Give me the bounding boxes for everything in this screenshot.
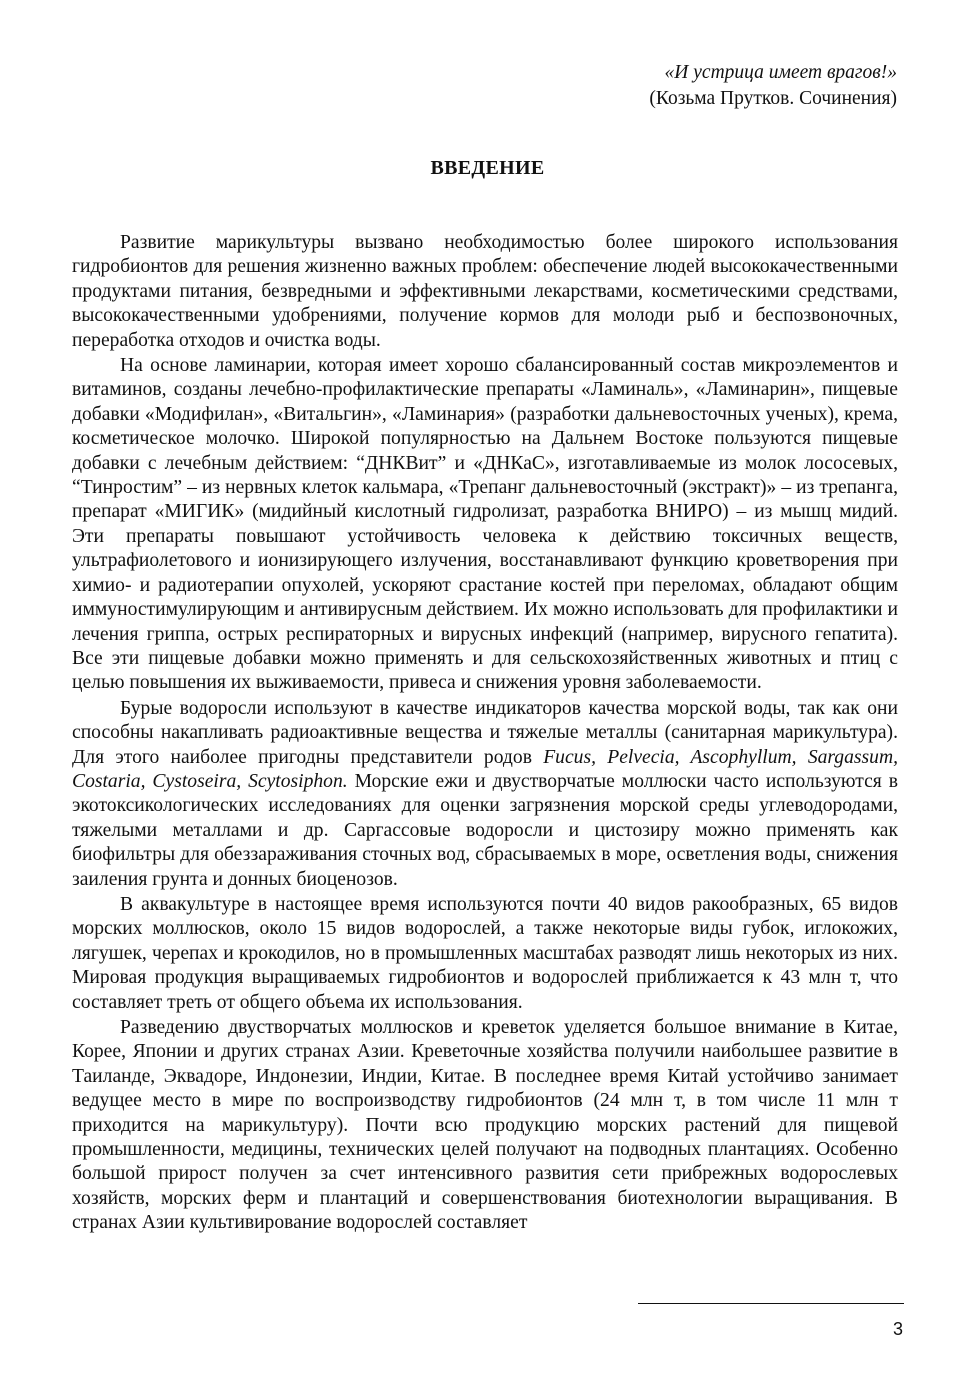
paragraph-3	[72, 697, 898, 892]
paragraph-3-latin-genera: Fucus, Pelvecia, Ascophyllum, Sargassum, Costaria, Cystoseira, Scytosiphon.	[72, 746, 898, 792]
paragraph-2: На основе ламинарии, которая имеет хорошо сбалансированный состав микроэлементов и витаминов, созданы лечебно-профилактические препараты «Ламиналь», «Ламинарин», пищевые добавки «Модифилан», «Витальгин», «Ламинария» (разработки дальневосточных ученых), крема, косметическое молочко. Широкой популярностью на Дальнем Востоке пользуются пищевые добавки с лечебным действием: “ДНКВит” и «ДНКаС», изготавливаемые из молок лососевых, “Тинростим” – из нервных клеток кальмара, «Трепанг дальневосточный (экстракт)» – из трепанга, препарат «МИГИК» (мидийный кислотный гидролизат, разработка ВНИРО) – из мышц мидий. Эти препараты повышают устойчивость человека к действию токсичных веществ, ультрафиолетового и ионизирующего излучения, восстанавливают функцию кроветворения при химио- и радиотерапии опухолей, ускоряют срастание костей при переломах, обладают общим иммуностимулирующим и антивирусным действием. Их можно использовать для профилактики и лечения гриппа, острых респираторных и вирусных инфекций (например, вирусного гепатита). Все эти пищевые добавки можно применять и для сельскохозяйственных животных и птиц с целью повышения их выживаемости, привеса и снижения уровня заболеваемости.	[72, 355, 898, 694]
paragraph-4: В аквакультуре в настоящее время используются почти 40 видов ракообразных, 65 видов морских моллюсков, около 15 видов водорослей, а также некоторые виды губок, иглокожих, лягушек, черепах и крокодилов, но в промышленных масштабах разводят лишь некоторых из них. Мировая продукция выращиваемых гидробионтов и водорослей приближается к 43 млн т, что составляет треть от общего объема их использования.	[72, 893, 898, 1013]
paragraph-3-text-start: Бурые водоросли используют в качестве индикаторов качества морской воды, так как они способны накапливать радиоактивные вещества и тяжелые металлы (санитарная марикультура). Для этого наиболее пригодны представители родов	[72, 697, 898, 768]
chapter-heading: ВВЕДЕНИЕ	[430, 157, 545, 179]
paragraph-3-text-end: Морские ежи и двустворчатые моллюски часто используются в экотоксикологических исследованиях для оценки загрязнения морской среды углеводородами, тяжелыми металлами и др. Саргассовые водоросли и цистозиру можно применять как биофильтры для обеззараживания сточных вод, сбрасываемых в море, осветления воды, снижения заиления грунта и донных биоценозов.	[72, 770, 898, 890]
footer-rule	[638, 1303, 904, 1304]
epigraph	[649, 60, 897, 112]
epigraph-quote: «И устрица имеет врагов!»	[664, 62, 897, 83]
epigraph-attribution: (Козьма Прутков. Сочинения)	[649, 88, 897, 109]
paragraph-5: Разведению двустворчатых моллюсков и креветок уделяется большое внимание в Китае, Корее, Японии и других странах Азии. Креветочные хозяйства получили наибольшее развитие в Таиланде, Эквадоре, Индонезии, Индии, Китае. В последнее время Китай устойчиво занимает ведущее место в мире по воспроизводству гидробионтов (24 млн т, в том числе 11 млн т приходится на марикультуру). Почти всю продукцию морских растений для пищевой промышленности, медицины, технических целей получают на подводных плантациях. Особенно большой прирост получен за счет интенсивного развития сети прибрежных водорослевых хозяйств, морских ферм и плантаций и совершенствования биотехнологии выращивания. В странах Азии культивирование водорослей составляет	[72, 1017, 898, 1234]
page-number: 3	[892, 1319, 903, 1339]
body-text	[72, 231, 898, 1237]
paragraph-1: Развитие марикультуры вызвано необходимостью более широкого использования гидробионтов для решения жизненно важных проблем: обеспечение людей высококачественными продуктами питания, безвредными и эффективными лекарствами, косметическими средствами, высококачественными удобрениями, получение кормов для молоди рыб и беспозвоночных, переработка отходов и очистка воды.	[72, 232, 898, 351]
